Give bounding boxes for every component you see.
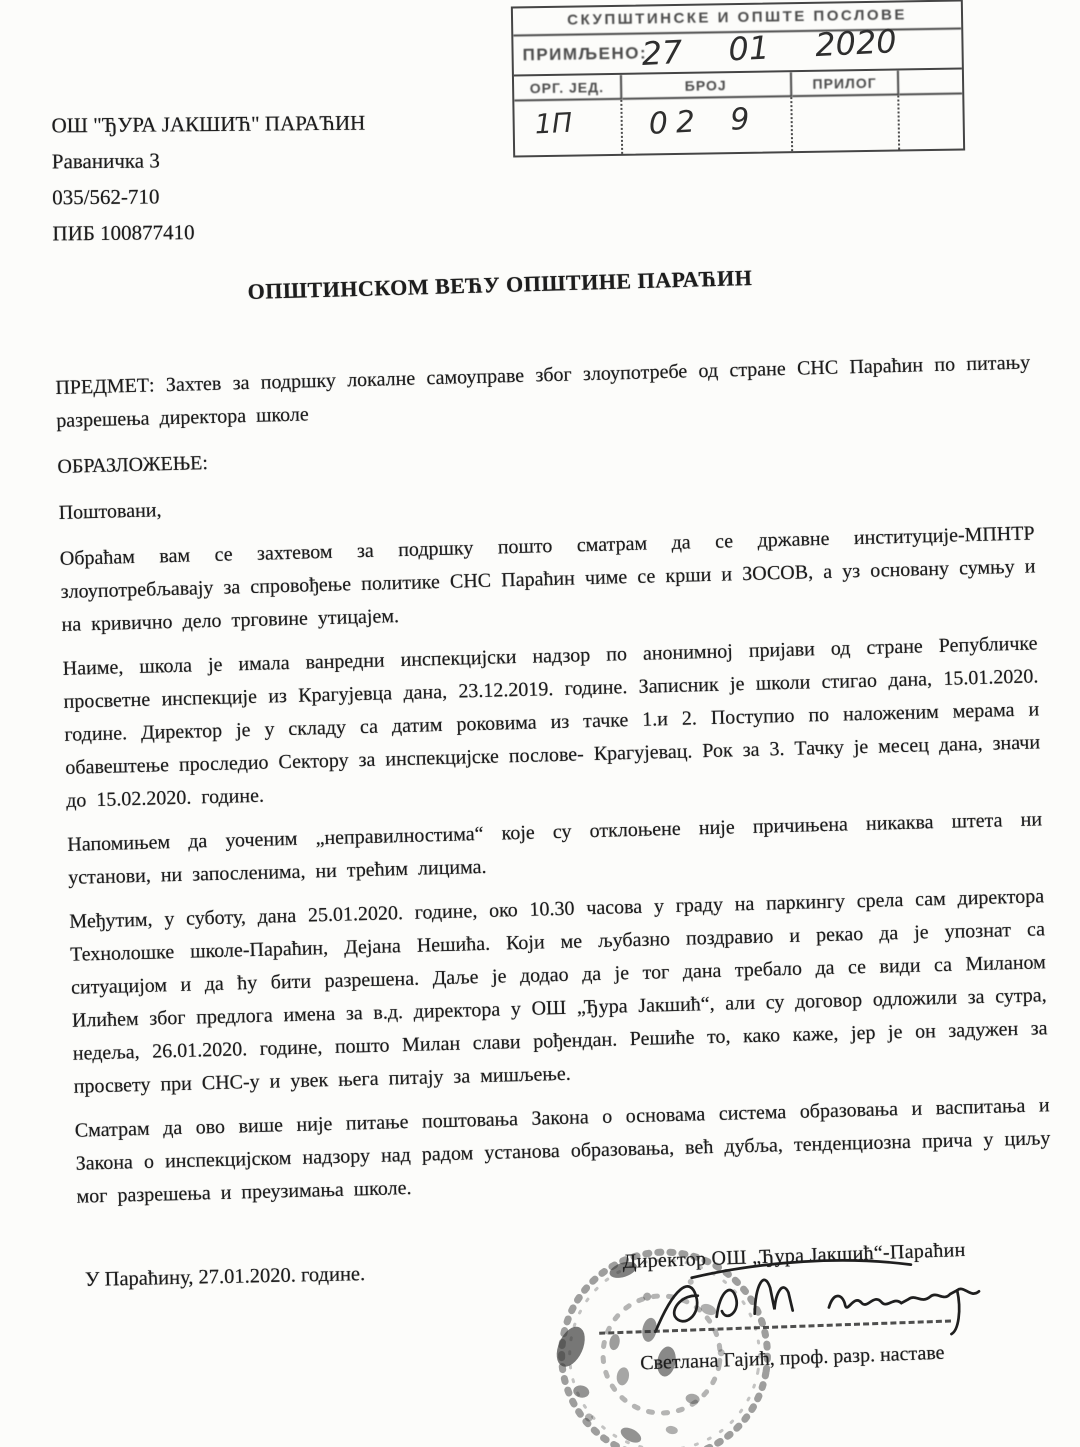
intake-values-row <box>514 94 963 155</box>
body-paragraph: Наиме, школа је имала ванредни инспекцијски надзор по анонимној пријави од стране Републичке просветне инспекције из Крагујевца дана, 23.12.2019. године. Записник је школи стигао дана, 15.01.2020. године. Директор је у складу са датим роковима из тачке 1.и 2. Поступио по наложеним мерама и обавештење проследио Сектору за инспекцијске послове- Крагујевац. Рок за 3. Тачку је месец дана, значи до 15.02.2020. године. <box>62 632 1041 812</box>
intake-service-line: СКУПШТИНСКЕ И ОПШТЕ ПОСЛОВЕ <box>513 1 961 36</box>
value-org-unit-handwritten: 1П <box>534 107 574 141</box>
body-paragraph: Обраћам вам се захтевом за подршку пошто сматрам да се државне институције-МПНТР злоупотребљавају за спровођење политике СНС Параћин чиме се крши и ЗОСОВ, а уз основану сумњу и на кривично дело трговине утицајем. <box>59 522 1036 636</box>
subject-line: ПРЕДМЕТ: Захтев за подршку локалне самоуправе због злоупотребе од стране СНС Параћин по питању разрешења директора школе <box>55 351 1031 432</box>
salutation: Поштовани, <box>58 499 162 524</box>
sender-tax-id: ПИБ 100877410 <box>52 220 195 246</box>
signature-title: Директор ОШ „Ђура Јакшић“-Параћин <box>622 1238 966 1273</box>
signature-name: Светлана Гајић, проф. разр. наставе <box>639 1341 945 1375</box>
sender-address: Раваничка 3 <box>51 148 160 174</box>
sender-phone: 035/562-710 <box>52 184 160 210</box>
explanation-heading: ОБРАЗЛОЖЕЊЕ: <box>57 452 209 478</box>
column-org-unit: ОРГ. ЈЕД. <box>514 75 622 102</box>
recipient-title: ОПШТИНСКОМ ВЕЋУ ОПШТИНЕ ПАРАЋИН <box>247 264 753 305</box>
body-paragraph: Сматрам да ово више није питање поштовања Закона о основама система образовања и васпитања и Закона о инспекцијском надзору над радом установа образовања, већ дубља, тенденциозна прича у циљу мог разрешења и преузимања школе. <box>74 1094 1051 1208</box>
intake-received-row <box>513 22 962 76</box>
column-extra <box>899 69 962 95</box>
body-paragraph: Међутим, у суботу, дана 25.01.2020. године, око 10.30 часова у граду на паркингу срела сам директора Технолошке школе-Параћин, Дејана Нешића. Који ме љубазно поздравио и рекао да је упознат са ситуацијом и да ћу бити разрешена. Даље је додао да је тог дана требало да се види са Миланом Илићем због предлога имена за в.д. директора у ОШ „Ђура Јакшић“, али су договор одложили за сутра, недеља, 26.01.2020. године, пошто Милан слави рођендан. Решиће то, како каже, јер је он задужен за просвету при СНС-у и увек њега питају за мишљење. <box>69 885 1048 1098</box>
sender-name: ОШ "ЂУРА ЈАКШИЋ" ПАРАЋИН <box>51 110 366 138</box>
letter-body <box>55 346 1052 1224</box>
intake-stamp-table <box>511 0 965 158</box>
sender-block <box>51 105 366 252</box>
value-number-handwritten: 02 9 <box>647 101 758 142</box>
body-paragraph: Напомињем да уоченим „неправилностима“ које су отклоњене није причињена никаква штета ни установи, ни запосленима, ни трећим лицима. <box>67 808 1043 889</box>
place-date: У Параћину, 27.01.2020. године. <box>84 1263 366 1291</box>
received-date-handwritten: 27 01 2020 <box>640 22 898 73</box>
column-attachment: ПРИЛОГ <box>792 70 900 97</box>
received-label: ПРИМЉЕНО: <box>522 43 648 65</box>
column-number: БРОЈ <box>621 72 792 100</box>
